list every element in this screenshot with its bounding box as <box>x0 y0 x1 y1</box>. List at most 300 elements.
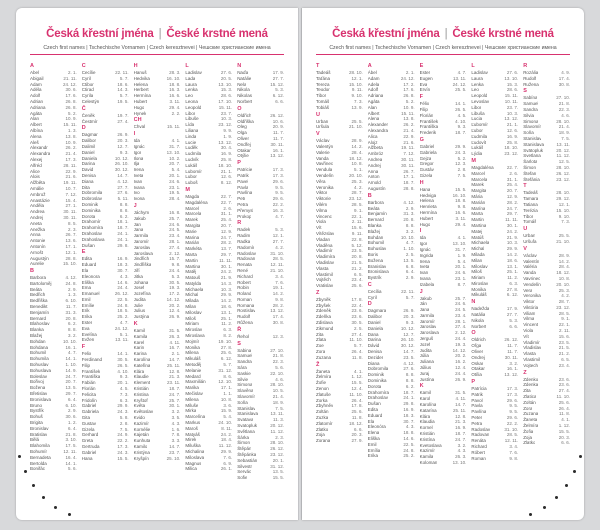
name-text: Olga <box>237 130 247 136</box>
name-text: Bruno <box>30 402 43 408</box>
name-text: Radomír <box>237 244 255 250</box>
name-day-date: 1. 1. <box>223 391 233 397</box>
name-text: Šarlota <box>523 159 538 165</box>
name-text: Iveta <box>419 264 430 270</box>
name-day-date: 11. 3. <box>273 417 284 423</box>
name-text: Ema <box>81 285 92 291</box>
name-day-date: 4. 9. <box>561 70 570 75</box>
name-day-date: 21. 8. <box>558 101 570 107</box>
name-day-date: 24. 9. <box>117 432 129 438</box>
name-day-date: 3. 5. <box>171 415 181 421</box>
name-day-date: 9. 8. <box>171 262 181 268</box>
name-day-date: 11. 12. <box>218 443 233 449</box>
name-text: Hubert <box>133 98 148 104</box>
name-day-date: 27. 4. <box>558 388 570 394</box>
name-text: Žofia <box>523 428 534 434</box>
name-day-date: 16. 10. <box>452 192 467 198</box>
name-day-date: 21. 2. <box>558 351 570 357</box>
name-text: Zenon <box>316 386 329 392</box>
name-day-date: 29. 6. <box>506 415 519 421</box>
name-day-date: 2. 8. <box>119 420 129 426</box>
name-day-date: 21. 2. <box>351 265 363 271</box>
name-text: Filip <box>419 106 428 112</box>
name-text: Samuel <box>523 101 539 107</box>
name-text: Ester <box>81 320 93 326</box>
name-text: Žofie <box>316 380 327 386</box>
name-text: Oldrich <box>471 337 486 343</box>
name-text: Gizela <box>419 172 433 178</box>
name-text: Leo <box>471 87 479 93</box>
name-day-date: 28. 10. <box>556 164 570 170</box>
name-day-date: 24. 4. <box>169 267 181 273</box>
name-text: Jaromír <box>133 238 149 244</box>
name-day-date: 27. 10. <box>270 347 284 353</box>
name-text: Miloslava <box>185 454 205 460</box>
name-text: Prokop <box>237 213 252 219</box>
name-text: Zlatko <box>523 440 536 446</box>
name-day-date: 16. 8. <box>169 209 181 215</box>
name-day-date: 24. 8. <box>403 447 415 453</box>
name-day-date: 25. 11. <box>166 362 181 368</box>
name-text: Ondrej <box>471 354 485 360</box>
name-text: Pavla <box>237 184 249 190</box>
name-text: Libor <box>185 110 196 116</box>
name-text: Lucia <box>471 116 483 122</box>
name-text: Vladislav <box>523 345 542 351</box>
name-day-date: 1. 9. <box>223 133 233 139</box>
name-text: Jakub <box>419 295 432 301</box>
name-day-date: 30. 11. <box>401 162 415 168</box>
name-text: Edita <box>367 407 379 413</box>
name-text: Jáchym <box>133 209 150 215</box>
name-day-date: 15. 11. <box>504 93 519 99</box>
name-day-date: 31. 5. <box>169 328 181 334</box>
name-day-date: 21. 8. <box>272 353 284 359</box>
name-text: Gustav <box>81 420 97 426</box>
name-day-date: 24. 5. <box>455 307 467 313</box>
name-day-date: 12. 7. <box>403 331 415 337</box>
name-text: Felix <box>81 351 92 357</box>
name-day-date: 12. 3. <box>272 333 284 339</box>
name-text: Oskar <box>471 360 484 366</box>
name-text: Alena <box>30 133 42 139</box>
name-day-date: 25. 3. <box>351 178 363 184</box>
name-text: Matěj <box>185 269 197 275</box>
name-text: Hubert <box>419 215 434 221</box>
name-day-date: 26. 9. <box>403 308 415 314</box>
name-text: Květa <box>133 403 146 409</box>
letter-heading: Č <box>81 105 86 112</box>
name-text: Edita <box>81 256 93 262</box>
name-day-date: 20. 8. <box>403 217 415 223</box>
dot <box>24 470 27 473</box>
header-rule <box>30 54 284 55</box>
name-day-date: 20. 1. <box>455 264 467 270</box>
name-day-date: 28. 11. <box>63 162 77 168</box>
name-text: Silvie <box>237 376 248 382</box>
name-day-date: 5. 6. <box>275 365 284 371</box>
name-day-date: 3. 6. <box>223 402 233 408</box>
name-day-date: 20. 10. <box>556 281 570 287</box>
name-day-date: 8. 8. <box>119 201 129 207</box>
name-day-date: 31. 1. <box>220 211 233 217</box>
name-text: Valéria <box>523 264 537 270</box>
name-text: Hana <box>81 455 93 461</box>
name-day-date: 30. 11. <box>270 141 284 147</box>
name-day-date: 7. 3. <box>354 98 363 104</box>
name-text: Juraj <box>419 370 430 376</box>
letter-heading: R <box>523 63 528 69</box>
name-text: Bernard <box>367 217 384 223</box>
name-text: Dušan <box>367 401 381 407</box>
name-text: Vladěna <box>316 242 333 248</box>
name-day-date: 22. 4. <box>351 302 363 308</box>
name-text: Jaroslav <box>133 244 151 250</box>
name-text: Dana <box>367 331 379 337</box>
name-day-date: 13. 12. <box>218 139 233 145</box>
name-day-date: 2. 9. <box>405 205 415 211</box>
name-day-date: 28. 4. <box>351 149 363 155</box>
name-day-date: 2. 12. <box>455 330 467 336</box>
name-day-date: 9. 10. <box>351 93 363 99</box>
name-text: Gabriela <box>81 409 99 415</box>
name-text: Diana <box>81 178 94 184</box>
name-day-date: 28. 10. <box>349 70 363 75</box>
name-text: Gertruda <box>81 444 100 450</box>
name-day-date: 26. 10. <box>400 337 415 343</box>
name-text: Andrej <box>367 162 381 168</box>
name-text: Cecília <box>367 288 382 294</box>
name-text: Kamila <box>419 454 434 460</box>
name-text: Sandra <box>237 359 252 365</box>
name-text: Dalibor <box>367 314 383 320</box>
name-text: Irena <box>133 167 144 173</box>
name-day-date: 11. 10. <box>349 391 363 397</box>
name-text: Radek <box>237 227 251 233</box>
name-text: Hermína <box>419 209 437 215</box>
name-text: Luboš <box>185 180 198 186</box>
name-text: Klára <box>133 368 145 374</box>
name-text: Pavla <box>471 403 483 409</box>
name-text: Zdeněk <box>316 308 332 314</box>
name-day-date: 27. 6. <box>220 70 233 75</box>
name-day-date: 11. 7. <box>507 343 519 349</box>
name-day-date: 13. 7. <box>220 246 233 252</box>
name-day-date: 19. 5. <box>169 190 181 196</box>
name-day-date: 1. 10. <box>403 246 415 252</box>
name-text: Alexander <box>367 122 389 128</box>
name-day-date: 12. 10. <box>218 379 233 385</box>
name-day-date: 28. 4. <box>169 196 181 202</box>
name-text: Žaneta <box>316 368 331 374</box>
name-day-date: 18. 8. <box>455 198 467 204</box>
name-day-date: 26. 9. <box>169 314 181 320</box>
name-day-date: 13. 5. <box>65 385 77 391</box>
name-day-date: 13. 8. <box>403 116 415 122</box>
name-day-date: 6. 6. <box>561 440 570 446</box>
name-day-date: 4. 2. <box>561 293 570 299</box>
name-day-date: 5. 7. <box>119 93 129 99</box>
name-text: Nikolas <box>237 93 252 99</box>
name-day-date: 4. 11. <box>455 396 467 402</box>
name-day-date: 3. 2. <box>68 333 77 339</box>
name-text: Eleonora <box>81 273 100 279</box>
name-text: Lubor <box>185 174 197 180</box>
name-text: Alexandra <box>30 151 51 157</box>
name-day-date: 12. 5. <box>558 159 570 165</box>
name-text: Ján <box>419 301 427 307</box>
name-day-date: 8. 2. <box>223 333 233 339</box>
name-text: Bronislava <box>30 396 52 402</box>
letter-heading: D <box>367 301 372 308</box>
name-day-date: 14. 2. <box>272 291 284 297</box>
name-text: Milada <box>185 298 199 304</box>
name-day-date: 6. 4. <box>405 269 415 275</box>
name-text: Emil <box>367 441 377 447</box>
name-day-date: 3. 11. <box>169 98 181 104</box>
name-day-date: 6. 12. <box>220 356 233 362</box>
name-day-date: 14. 1. <box>117 351 129 357</box>
name-day-date: 14. 7. <box>169 444 181 450</box>
name-day-date: 10. 3. <box>220 286 233 292</box>
name-day-date: 22. 1. <box>351 213 363 219</box>
name-text: Vlastimil <box>316 271 333 277</box>
name-day-date: 30. 1. <box>506 222 519 228</box>
name-day-date: 15. 5. <box>351 380 363 386</box>
name-day-date: 21. 10. <box>349 124 363 130</box>
name-day-date: 6. 5. <box>354 271 363 277</box>
name-day-date: 23. 6. <box>558 382 570 388</box>
name-text: Anna <box>367 168 379 174</box>
name-day-date: 10. 10. <box>63 338 77 344</box>
name-day-date: 4. 7. <box>119 320 129 326</box>
name-text: Vincent <box>523 322 539 328</box>
name-day-date: 1. 10. <box>65 362 77 368</box>
name-entry <box>82 456 129 462</box>
name-day-date: 18. 6. <box>506 257 519 263</box>
page-title <box>16 28 298 40</box>
name-text: Tomáš <box>523 219 537 225</box>
name-text: Martin <box>471 217 484 223</box>
name-text: Helena <box>133 81 148 87</box>
name-day-date: 23. 4. <box>558 362 570 368</box>
name-day-date: 11. 7. <box>273 130 284 136</box>
name-text: Drahomíra <box>81 225 104 231</box>
name-day-date: 17. 8. <box>351 403 363 409</box>
name-text: Antonín <box>30 243 46 249</box>
name-day-date: 31. 5. <box>455 390 467 396</box>
name-text: Viktorie <box>316 196 331 202</box>
name-day-date: 29. 12. <box>556 196 570 202</box>
name-text: Veronika <box>523 293 541 299</box>
name-day-date: 4. 7. <box>275 213 284 219</box>
name-text: Cyril <box>81 75 91 81</box>
name-day-date: 25. 8. <box>506 139 519 145</box>
title-separator: | <box>158 28 162 40</box>
name-day-date: 13. 10. <box>504 75 519 81</box>
name-day-date: 4. 11. <box>169 339 181 345</box>
name-day-date: 4. 5. <box>457 112 467 118</box>
name-text: Mirka <box>185 408 197 414</box>
letter-heading: J <box>133 202 137 209</box>
name-text: Albína <box>30 127 43 133</box>
name-day-date: 26. 12. <box>270 446 284 452</box>
name-text: Břetislav <box>30 391 48 397</box>
name-day-date: 20. 3. <box>558 434 570 440</box>
name-day-date: 11. 10. <box>556 394 570 400</box>
name-text: Bystřík <box>30 408 44 414</box>
name-text: Zita <box>523 388 531 394</box>
name-day-date: 13. 10. <box>166 149 181 155</box>
name-day-date: 31. 12. <box>270 463 284 469</box>
name-day-date: 28. 5. <box>351 201 363 207</box>
name-text: Miluška <box>185 443 201 449</box>
name-day-date: 23. 4. <box>351 277 363 283</box>
name-text: Sabína <box>523 95 538 101</box>
letter-heading: Z <box>523 369 527 376</box>
name-day-date: 24. 4. <box>117 285 129 291</box>
name-day-date: 27. 4. <box>169 244 181 250</box>
name-day-date: 10. 5. <box>272 388 284 394</box>
name-day-date: 16. 3. <box>272 207 284 213</box>
name-text: Eleonóra <box>367 424 386 430</box>
name-text: Melanie <box>185 367 202 373</box>
name-text: Vavřinec <box>316 161 334 167</box>
name-text: Adam <box>367 75 380 81</box>
name-day-date: 24. 2. <box>506 228 519 234</box>
name-day-date: 12. 8. <box>169 368 181 374</box>
name-day-date: 12. 8. <box>455 413 467 419</box>
name-text: Zlatko <box>316 426 329 432</box>
name-text: Daniel <box>367 320 381 326</box>
name-day-date: 9. 3. <box>119 149 129 155</box>
name-text: Dominika <box>367 378 387 384</box>
name-text: Milan <box>471 257 483 263</box>
name-text: Darina <box>81 161 96 167</box>
name-text: Drahoslav <box>367 395 389 401</box>
name-text: Martin <box>185 257 198 263</box>
names-column <box>523 62 570 506</box>
name-day-date: 30. 8. <box>272 320 284 326</box>
name-day-date: 17. 4. <box>272 314 284 320</box>
name-day-date: 21. 3. <box>169 374 181 380</box>
name-text: Miloš <box>185 315 196 321</box>
name-day-date: 27. 7. <box>117 184 129 190</box>
name-text: Dobroslav <box>81 196 103 202</box>
name-text: Milena <box>185 350 199 356</box>
name-day-date: 25. 6. <box>220 350 233 356</box>
dot <box>32 484 35 487</box>
name-text: Jana <box>133 227 144 233</box>
name-text: Tomáš <box>316 98 330 104</box>
name-day-date: 4. 5. <box>119 386 129 392</box>
name-day-date: 15. 10. <box>349 81 363 87</box>
name-text: Božena <box>367 257 384 263</box>
name-text: Františka <box>419 124 439 130</box>
name-day-date: 12. 11. <box>63 449 77 454</box>
name-day-date: 20. 10. <box>349 172 363 178</box>
name-day-date: 23. 7. <box>506 104 519 110</box>
name-day-date: 14. 1. <box>65 356 77 362</box>
name-text: Řehoř <box>237 333 250 339</box>
name-text: Mikuláš <box>185 356 201 362</box>
name-text: Kristina <box>133 391 149 397</box>
name-day-date: 27. 6. <box>506 70 519 75</box>
name-day-date: 19. 3. <box>455 341 467 347</box>
name-text: Margita <box>471 188 487 194</box>
name-text: Vendula <box>316 167 333 173</box>
name-day-date: 28. 1. <box>455 318 467 324</box>
name-text: Ivana <box>419 275 431 281</box>
name-text: Drahoslav <box>81 230 103 236</box>
name-day-date: 26. 4. <box>351 349 363 355</box>
name-text: Hynek <box>133 110 147 116</box>
name-day-date: 11. 7. <box>65 304 77 310</box>
name-text: Blažej <box>30 333 43 339</box>
name-day-date: 21. 1. <box>220 168 233 174</box>
name-text: Peter <box>471 415 483 421</box>
name-day-date: 11. 11. <box>505 217 519 223</box>
name-day-date: 23. 5. <box>558 339 570 345</box>
name-day-date: 20. 5. <box>220 75 233 81</box>
name-day-date: 26. 4. <box>351 397 363 403</box>
name-day-date: 26. 9. <box>117 132 129 138</box>
name-text: Vavrinec <box>523 275 541 281</box>
name-text: Jindřiška <box>133 262 152 268</box>
name-text: Magda <box>185 193 200 199</box>
name-day-date: 15. 7. <box>169 256 181 262</box>
name-text: Libor <box>471 104 482 110</box>
name-day-date: 17. 5. <box>65 443 77 449</box>
name-text: Ela <box>81 267 89 273</box>
name-day-date: 4. 3. <box>405 424 415 430</box>
name-day-date: 7. 5. <box>119 426 129 432</box>
name-day-date: 29. 6. <box>272 178 284 184</box>
page-header <box>16 28 298 55</box>
name-day-date: 13. 5. <box>403 257 415 263</box>
name-day-date: 6. 3. <box>509 280 519 286</box>
name-day-date: 2. 1. <box>405 70 415 75</box>
name-text: Zoe <box>316 343 324 349</box>
name-day-date: 2. 5. <box>405 251 415 257</box>
name-text: Natálie <box>237 75 252 81</box>
name-day-date: 14. 7. <box>169 357 181 363</box>
name-day-date: 28. 3. <box>169 70 181 75</box>
name-text: Miluše <box>185 402 199 408</box>
name-day-date: 2. 3. <box>68 226 77 232</box>
name-text: Ctirad <box>81 87 94 93</box>
name-text: Daniela <box>81 155 98 161</box>
name-text: Urban <box>316 118 329 124</box>
name-day-date: 12. 7. <box>117 143 129 149</box>
name-day-date: 16. 10. <box>166 75 181 81</box>
name-day-date: 3. 4. <box>509 444 519 450</box>
letter-heading: A <box>30 63 34 69</box>
name-day-date: 12. 1. <box>351 75 363 81</box>
name-text: Vojtech <box>523 362 538 368</box>
name-day-date: 15. 5. <box>558 428 570 434</box>
name-text: Zdislava <box>316 320 333 326</box>
name-text: Vlasta <box>523 351 536 357</box>
name-day-date: 18. 10. <box>218 162 233 168</box>
name-day-date: 28. 10. <box>270 382 284 388</box>
name-day-date: 7. 6. <box>509 449 519 455</box>
name-text: Abel <box>30 70 40 75</box>
name-text: Tereza <box>316 81 330 87</box>
name-text: Sebastián <box>237 457 258 463</box>
letter-heading: CH <box>133 117 142 124</box>
name-day-date: 8. 6. <box>223 373 233 379</box>
